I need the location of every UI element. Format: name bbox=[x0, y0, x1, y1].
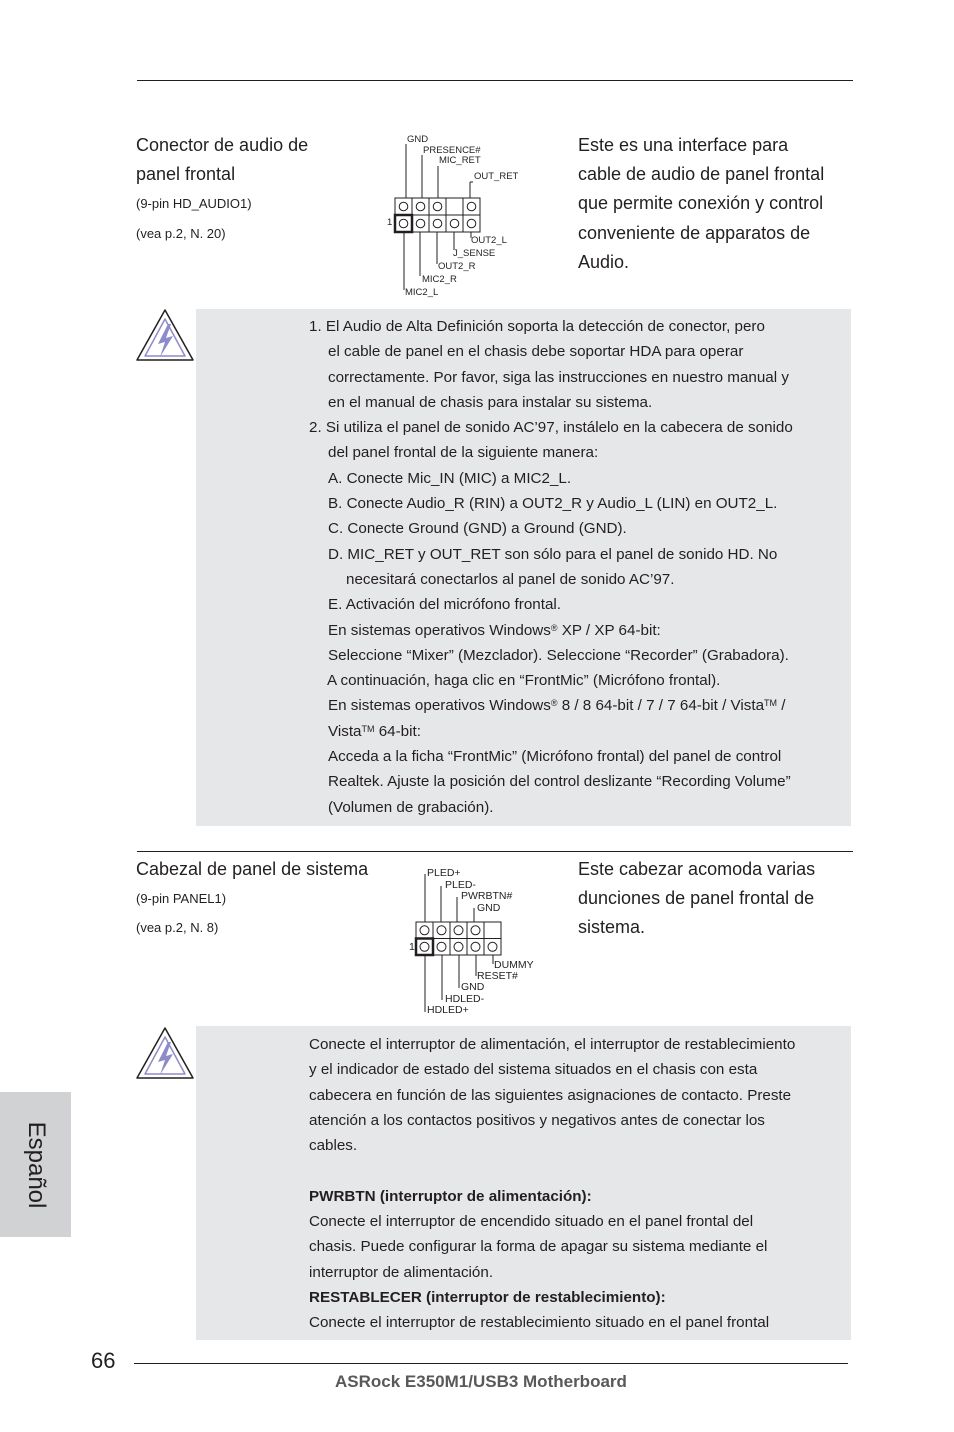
audio-title-line2: panel frontal bbox=[136, 164, 236, 184]
note-line: Vista™ 64-bit: bbox=[328, 722, 421, 740]
note-line: en el manual de chasis para instalar su sistema. bbox=[328, 393, 653, 411]
panel-pin-reset-label: RESET# bbox=[477, 970, 518, 982]
panel-pin-dummy-label: DUMMY bbox=[494, 959, 534, 971]
note-line: Acceda a la ficha “FrontMic” (Micrófono frontal) del panel de control bbox=[328, 748, 782, 766]
audio-ref: (vea p.2, N. 20) bbox=[136, 226, 226, 241]
panel-pin-pwrbtn-label: PWRBTN# bbox=[461, 890, 513, 902]
note-line: atención a los contactos positivos y negativos antes de conectar los bbox=[309, 1111, 765, 1129]
note-line: y el indicador de estado del sistema situados en el chasis con esta bbox=[309, 1061, 758, 1079]
panel-description bbox=[578, 855, 815, 943]
panel-pin1-label: 1 bbox=[409, 941, 415, 953]
note-line: Conecte el interruptor de encendido situado en el panel frontal del bbox=[309, 1213, 754, 1231]
note-line: necesitará conectarlos al panel de sonido AC’97. bbox=[346, 570, 675, 588]
audio-pin-out2r-label: OUT2_R bbox=[438, 261, 476, 272]
footer-rule bbox=[134, 1363, 848, 1364]
audio-desc-line: Este es una interface para bbox=[578, 135, 789, 155]
note-line: E. Activación del micrófono frontal. bbox=[328, 596, 561, 614]
language-side-label: Español bbox=[23, 1121, 50, 1209]
panel-pin-gnd-label: GND bbox=[477, 902, 501, 914]
audio-header-diagram bbox=[380, 130, 530, 305]
panel-desc-line: Este cabezar acomoda varias bbox=[578, 859, 816, 879]
audio-pin-mic2r-label: MIC2_R bbox=[422, 274, 457, 285]
note-audio-text bbox=[309, 314, 854, 820]
note-line: el cable de panel en el chasis debe soportar HDA para operar bbox=[328, 343, 744, 361]
audio-description bbox=[578, 131, 824, 277]
panel-pin-pledminus-label: PLED- bbox=[445, 879, 476, 891]
note-heading: RESTABLECER (interruptor de restablecimiento): bbox=[309, 1288, 666, 1306]
audio-pin-gnd-label: GND bbox=[407, 134, 429, 145]
audio-pin-presence-label: PRESENCE# bbox=[423, 145, 481, 156]
note-line: 1. El Audio de Alta Definición soporta la detección de conector, pero bbox=[309, 318, 765, 335]
panel-title: Cabezal de panel de sistema bbox=[136, 859, 369, 879]
note-line: Conecte el interruptor de restablecimiento situado en el panel frontal bbox=[309, 1314, 770, 1332]
note-line: En sistemas operativos Windows® 8 / 8 64-bit / 7 / 7 64-bit / Vista™ / bbox=[328, 697, 786, 715]
audio-pin-jsense-label: J_SENSE bbox=[453, 248, 496, 259]
audio-desc-line: conveniente de apparatos de bbox=[578, 222, 811, 243]
note-line: correctamente. Por favor, siga las instrucciones en nuestro manual y bbox=[328, 368, 789, 386]
audio-pin-label: (9-pin HD_AUDIO1) bbox=[136, 196, 252, 211]
audio-desc-line: que permite conexión y control bbox=[578, 193, 824, 214]
note-line: cabecera en función de las siguientes asignaciones de contacto. Preste bbox=[309, 1086, 792, 1104]
page-number: 66 bbox=[91, 1348, 116, 1373]
note-line: Seleccione “Mixer” (Mezclador). Seleccione “Recorder” (Grabadora). bbox=[328, 646, 789, 664]
note-line: interruptor de alimentación. bbox=[309, 1263, 494, 1281]
panel-pin-hdledplus-label: HDLED+ bbox=[427, 1004, 469, 1016]
note-line: 2. Si utiliza el panel de sonido AC’97, instálelo en la cabecera de sonido bbox=[309, 419, 793, 437]
audio-title bbox=[136, 131, 308, 189]
footer-title: ASRock E350M1/USB3 Motherboard bbox=[335, 1372, 627, 1391]
note-line: D. MIC_RET y OUT_RET son sólo para el panel de sonido HD. No bbox=[328, 545, 778, 563]
note-line: (Volumen de grabación). bbox=[328, 798, 494, 816]
panel-pin-hdledminus-label: HDLED- bbox=[445, 993, 485, 1005]
note-line: Conecte el interruptor de alimentación, el interruptor de restablecimiento bbox=[309, 1036, 796, 1053]
note-line: del panel frontal de la siguiente manera: bbox=[328, 444, 599, 462]
panel-pin-gnd2-label: GND bbox=[461, 981, 485, 993]
note-line: A continuación, haga clic en “FrontMic” (Micrófono frontal). bbox=[327, 672, 721, 690]
audio-title-line1: Conector de audio de bbox=[136, 135, 309, 155]
note-line: Realtek. Ajuste la posición del control deslizante “Recording Volume” bbox=[328, 773, 791, 791]
warning-icon bbox=[134, 1024, 196, 1080]
note-line: A. Conecte Mic_IN (MIC) a MIC2_L. bbox=[328, 469, 572, 487]
audio-pin-mic2l-label: MIC2_L bbox=[405, 287, 439, 298]
audio-pin-micret-label: MIC_RET bbox=[439, 155, 481, 166]
panel-pin-pledplus-label: PLED+ bbox=[427, 867, 461, 879]
audio-desc-line: cable de audio de panel frontal bbox=[578, 164, 825, 185]
audio-pin-outret-label: OUT_RET bbox=[474, 171, 519, 182]
note-panel-text bbox=[309, 1032, 854, 1336]
panel-desc-line: sistema. bbox=[578, 917, 646, 938]
panel-ref: (vea p.2, N. 8) bbox=[136, 920, 219, 935]
audio-desc-line: Audio. bbox=[578, 251, 630, 272]
note-line: cables. bbox=[309, 1137, 358, 1155]
audio-pin1-label: 1 bbox=[387, 217, 393, 228]
audio-pin-out2l-label: OUT2_L bbox=[471, 235, 507, 246]
note-spacer bbox=[309, 1158, 854, 1183]
note-heading: PWRBTN (interruptor de alimentación): bbox=[309, 1187, 592, 1205]
note-line: En sistemas operativos Windows® XP / XP 64-bit: bbox=[328, 621, 661, 639]
section-rule bbox=[137, 851, 853, 852]
top-rule bbox=[137, 80, 853, 81]
panel-header-diagram bbox=[405, 864, 550, 1019]
note-line: C. Conecte Ground (GND) a Ground (GND). bbox=[328, 520, 627, 538]
panel-pin-label: (9-pin PANEL1) bbox=[136, 891, 227, 906]
panel-desc-line: dunciones de panel frontal de bbox=[578, 888, 815, 909]
note-line: B. Conecte Audio_R (RIN) a OUT2_R y Audio_L (LIN) en OUT2_L. bbox=[328, 495, 778, 513]
warning-icon bbox=[134, 306, 196, 362]
note-line: chasis. Puede configurar la forma de apagar su sistema mediante el bbox=[309, 1238, 768, 1256]
